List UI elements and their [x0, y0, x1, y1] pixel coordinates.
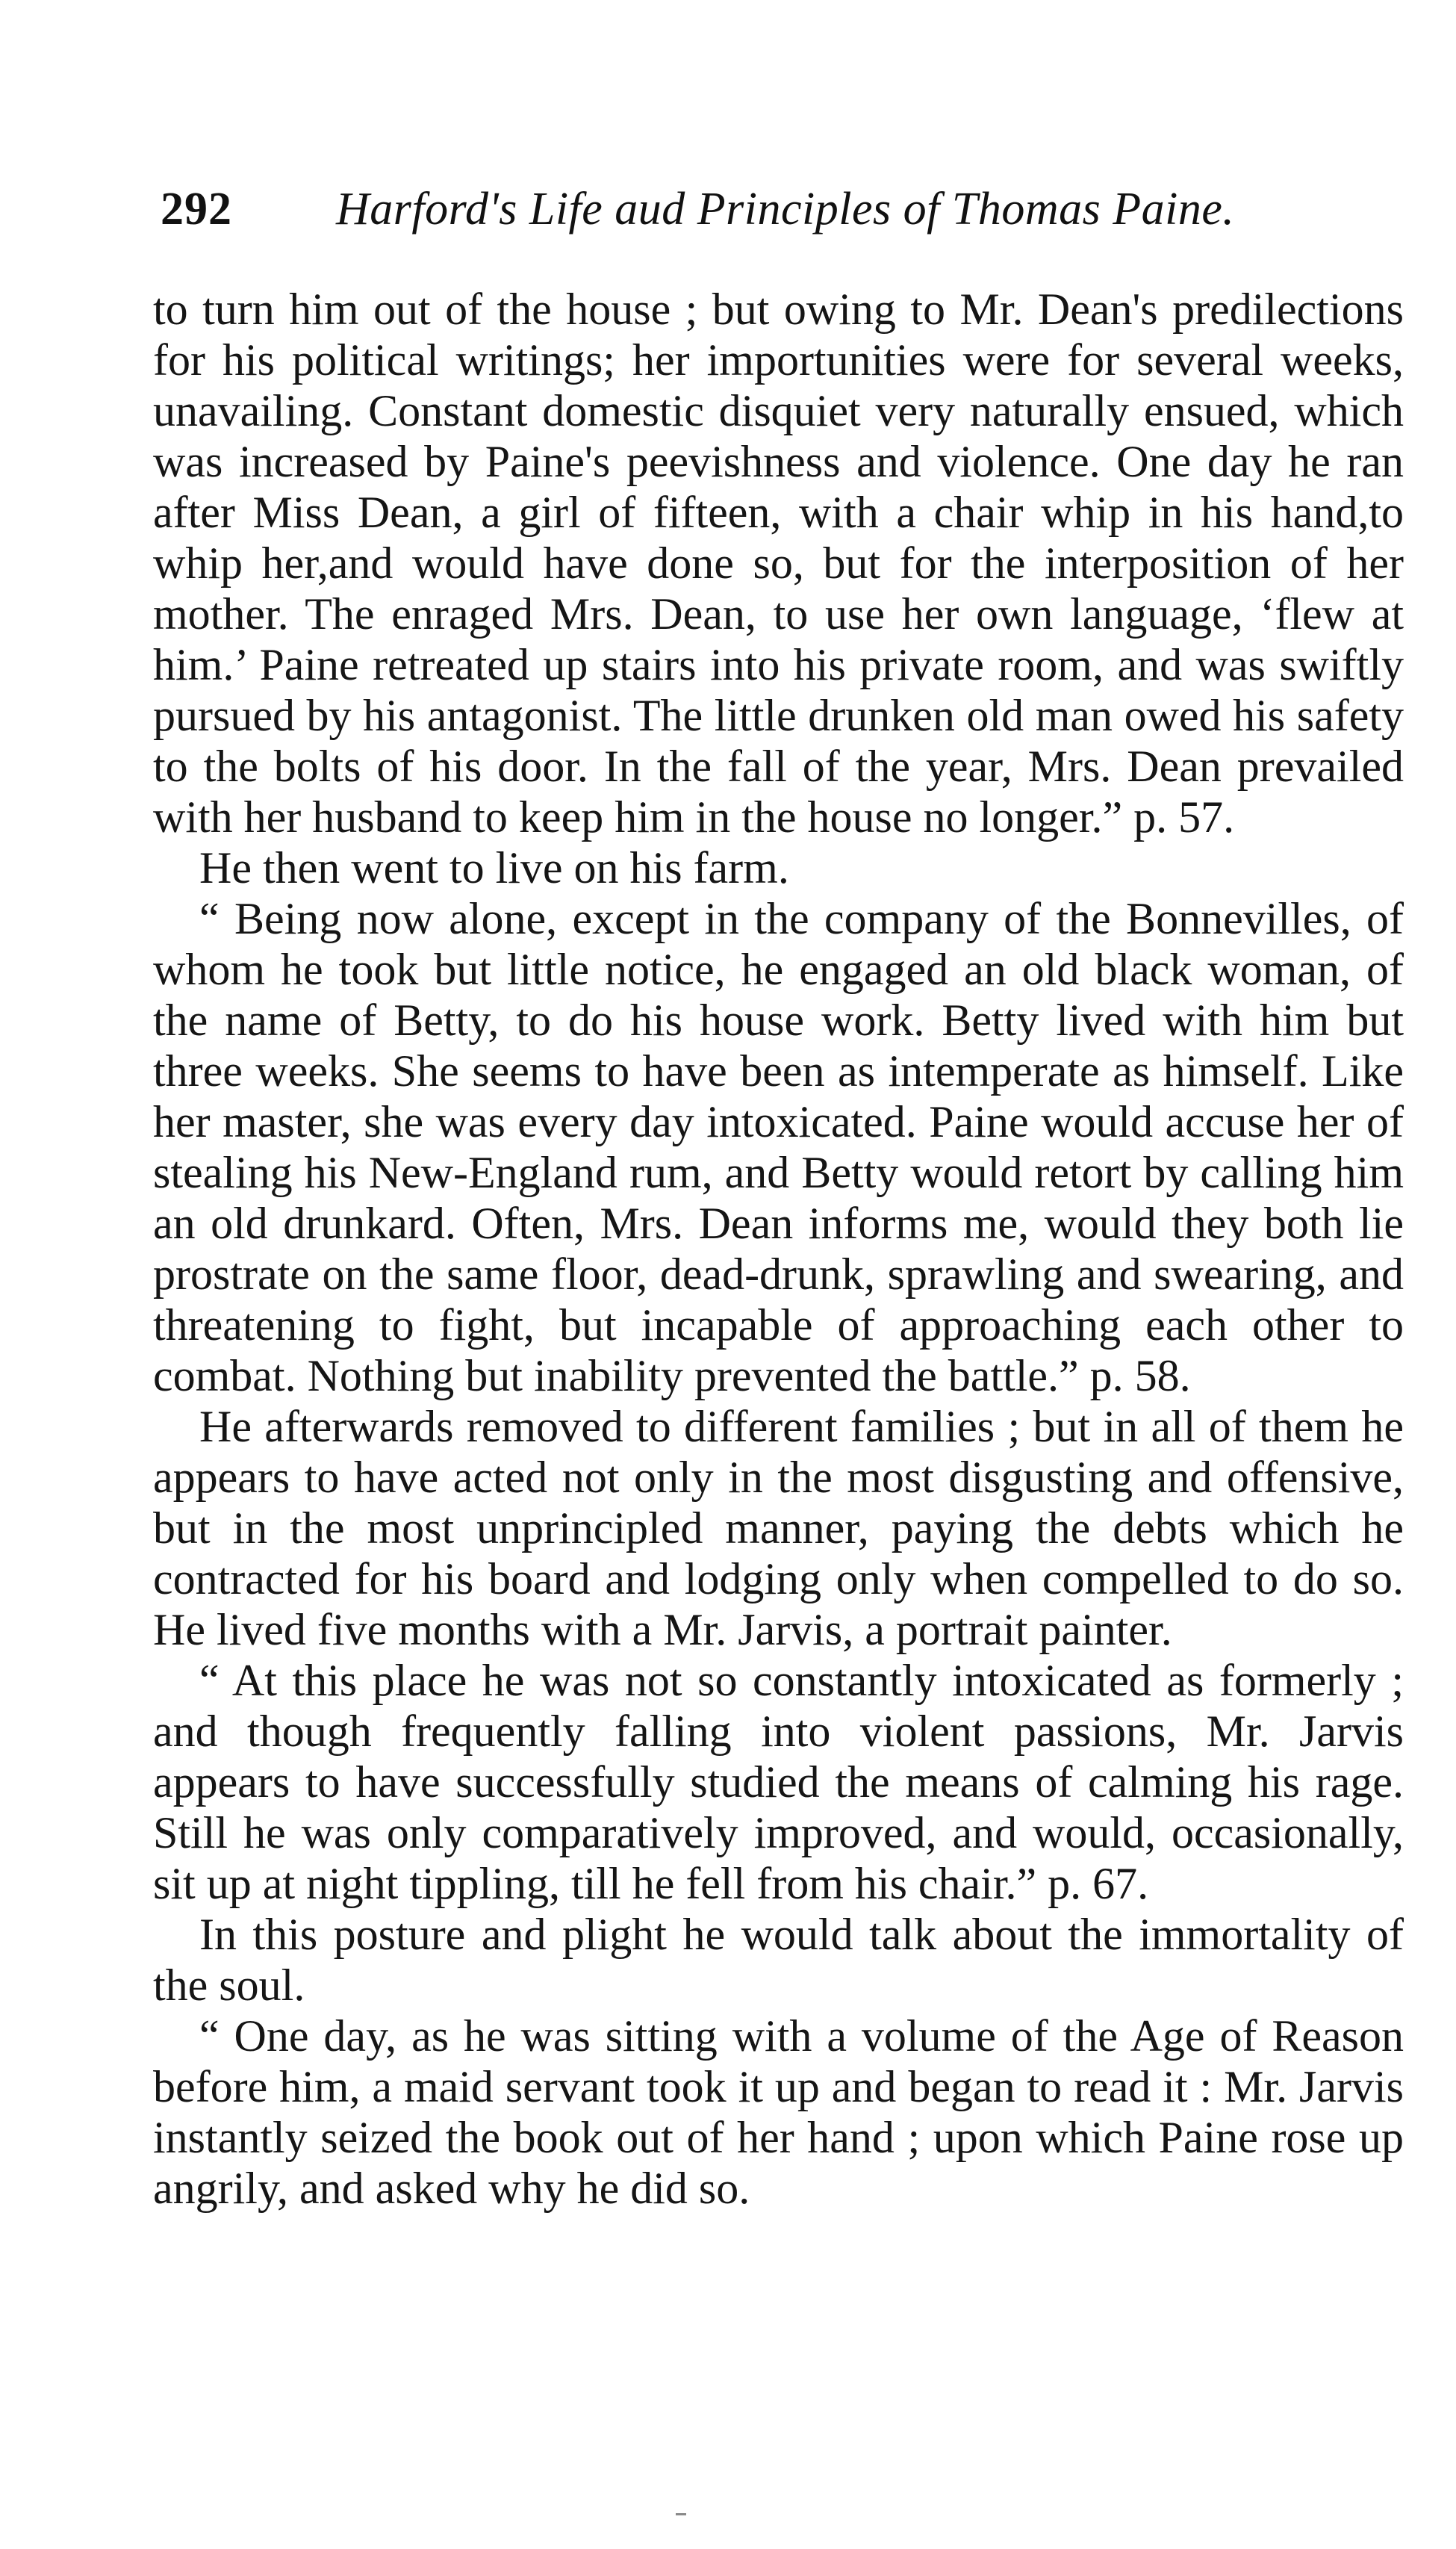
paragraph-families: He afterwards removed to different families ; but in all of them he appears to have acted not only in the most disgusting and offensive, but in the most unprincipled manner, paying the debts which he contracted for his board and lodging only when compelled to do so. He lived five months with a Mr. Jarvis, a portrait painter.: [153, 1402, 1404, 1654]
body-text: [153, 284, 1404, 2487]
page-header: [161, 183, 1325, 250]
paragraph-betty-quote: “ Being now alone, except in the company of the Bonnevilles, of whom he took but little notice, he engaged an old black woman, of the name of Betty, to do his house work. Betty lived with him but three weeks. She seems to have been as intemperate as himself. Like her master, she was every day intoxicated. Paine would accuse her of stealing his New-England rum, and Betty would retort by calling him an old drunkard. Often, Mrs. Dean informs me, would they both lie prostrate on the same floor, dead-drunk, sprawling and swearing, and threatening to fight, but incapable of approaching each other to combat. Nothing but inability prevented the battle.” p. 58.: [153, 894, 1404, 1400]
paragraph-continuation: to turn him out of the house ; but owing to Mr. Dean's predilections for his political writings; her importunities were for several weeks, unavailing. Constant domestic disquiet very naturally ensued, which was increased by Paine's peevishness and violence. One day he ran after Miss Dean, a girl of fifteen, with a chair whip in his hand,to whip her,and would have done so, but for the interposition of her mother. The enraged Mrs. Dean, to use her own language, ‘flew at him.’ Paine retreated up stairs into his private room, and was swiftly pursued by his antagonist. The little drunken old man owed his safety to the bolts of his door. In the fall of the year, Mrs. Dean prevailed with her husband to keep him in the house no longer.” p. 57.: [153, 285, 1404, 842]
page-number: 292: [161, 184, 232, 235]
printer-mark: [676, 2513, 686, 2515]
paragraph-jarvis-quote: “ At this place he was not so constantly intoxicated as formerly ; and though frequently falling into violent passions, Mr. Jarvis appears to have successfully studied the means of calming his rage. Still he was only comparatively improved, and would, occasionally, sit up at night tippling, till he fell from his chair.” p. 67.: [153, 1656, 1404, 1908]
running-title: Harford's Life aud Principles of Thomas Paine.: [336, 184, 1235, 235]
paragraph-immortality: In this posture and plight he would talk about the immortality of the soul.: [153, 1910, 1404, 2010]
paragraph-age-of-reason-quote: “ One day, as he was sitting with a volume of the Age of Reason before him, a maid servant took it up and began to read it : Mr. Jarvis instantly seized the book out of her hand ; upon which Paine rose up angrily, and asked why he did so.: [153, 2011, 1404, 2213]
paragraph-farm: He then went to live on his farm.: [199, 843, 789, 892]
